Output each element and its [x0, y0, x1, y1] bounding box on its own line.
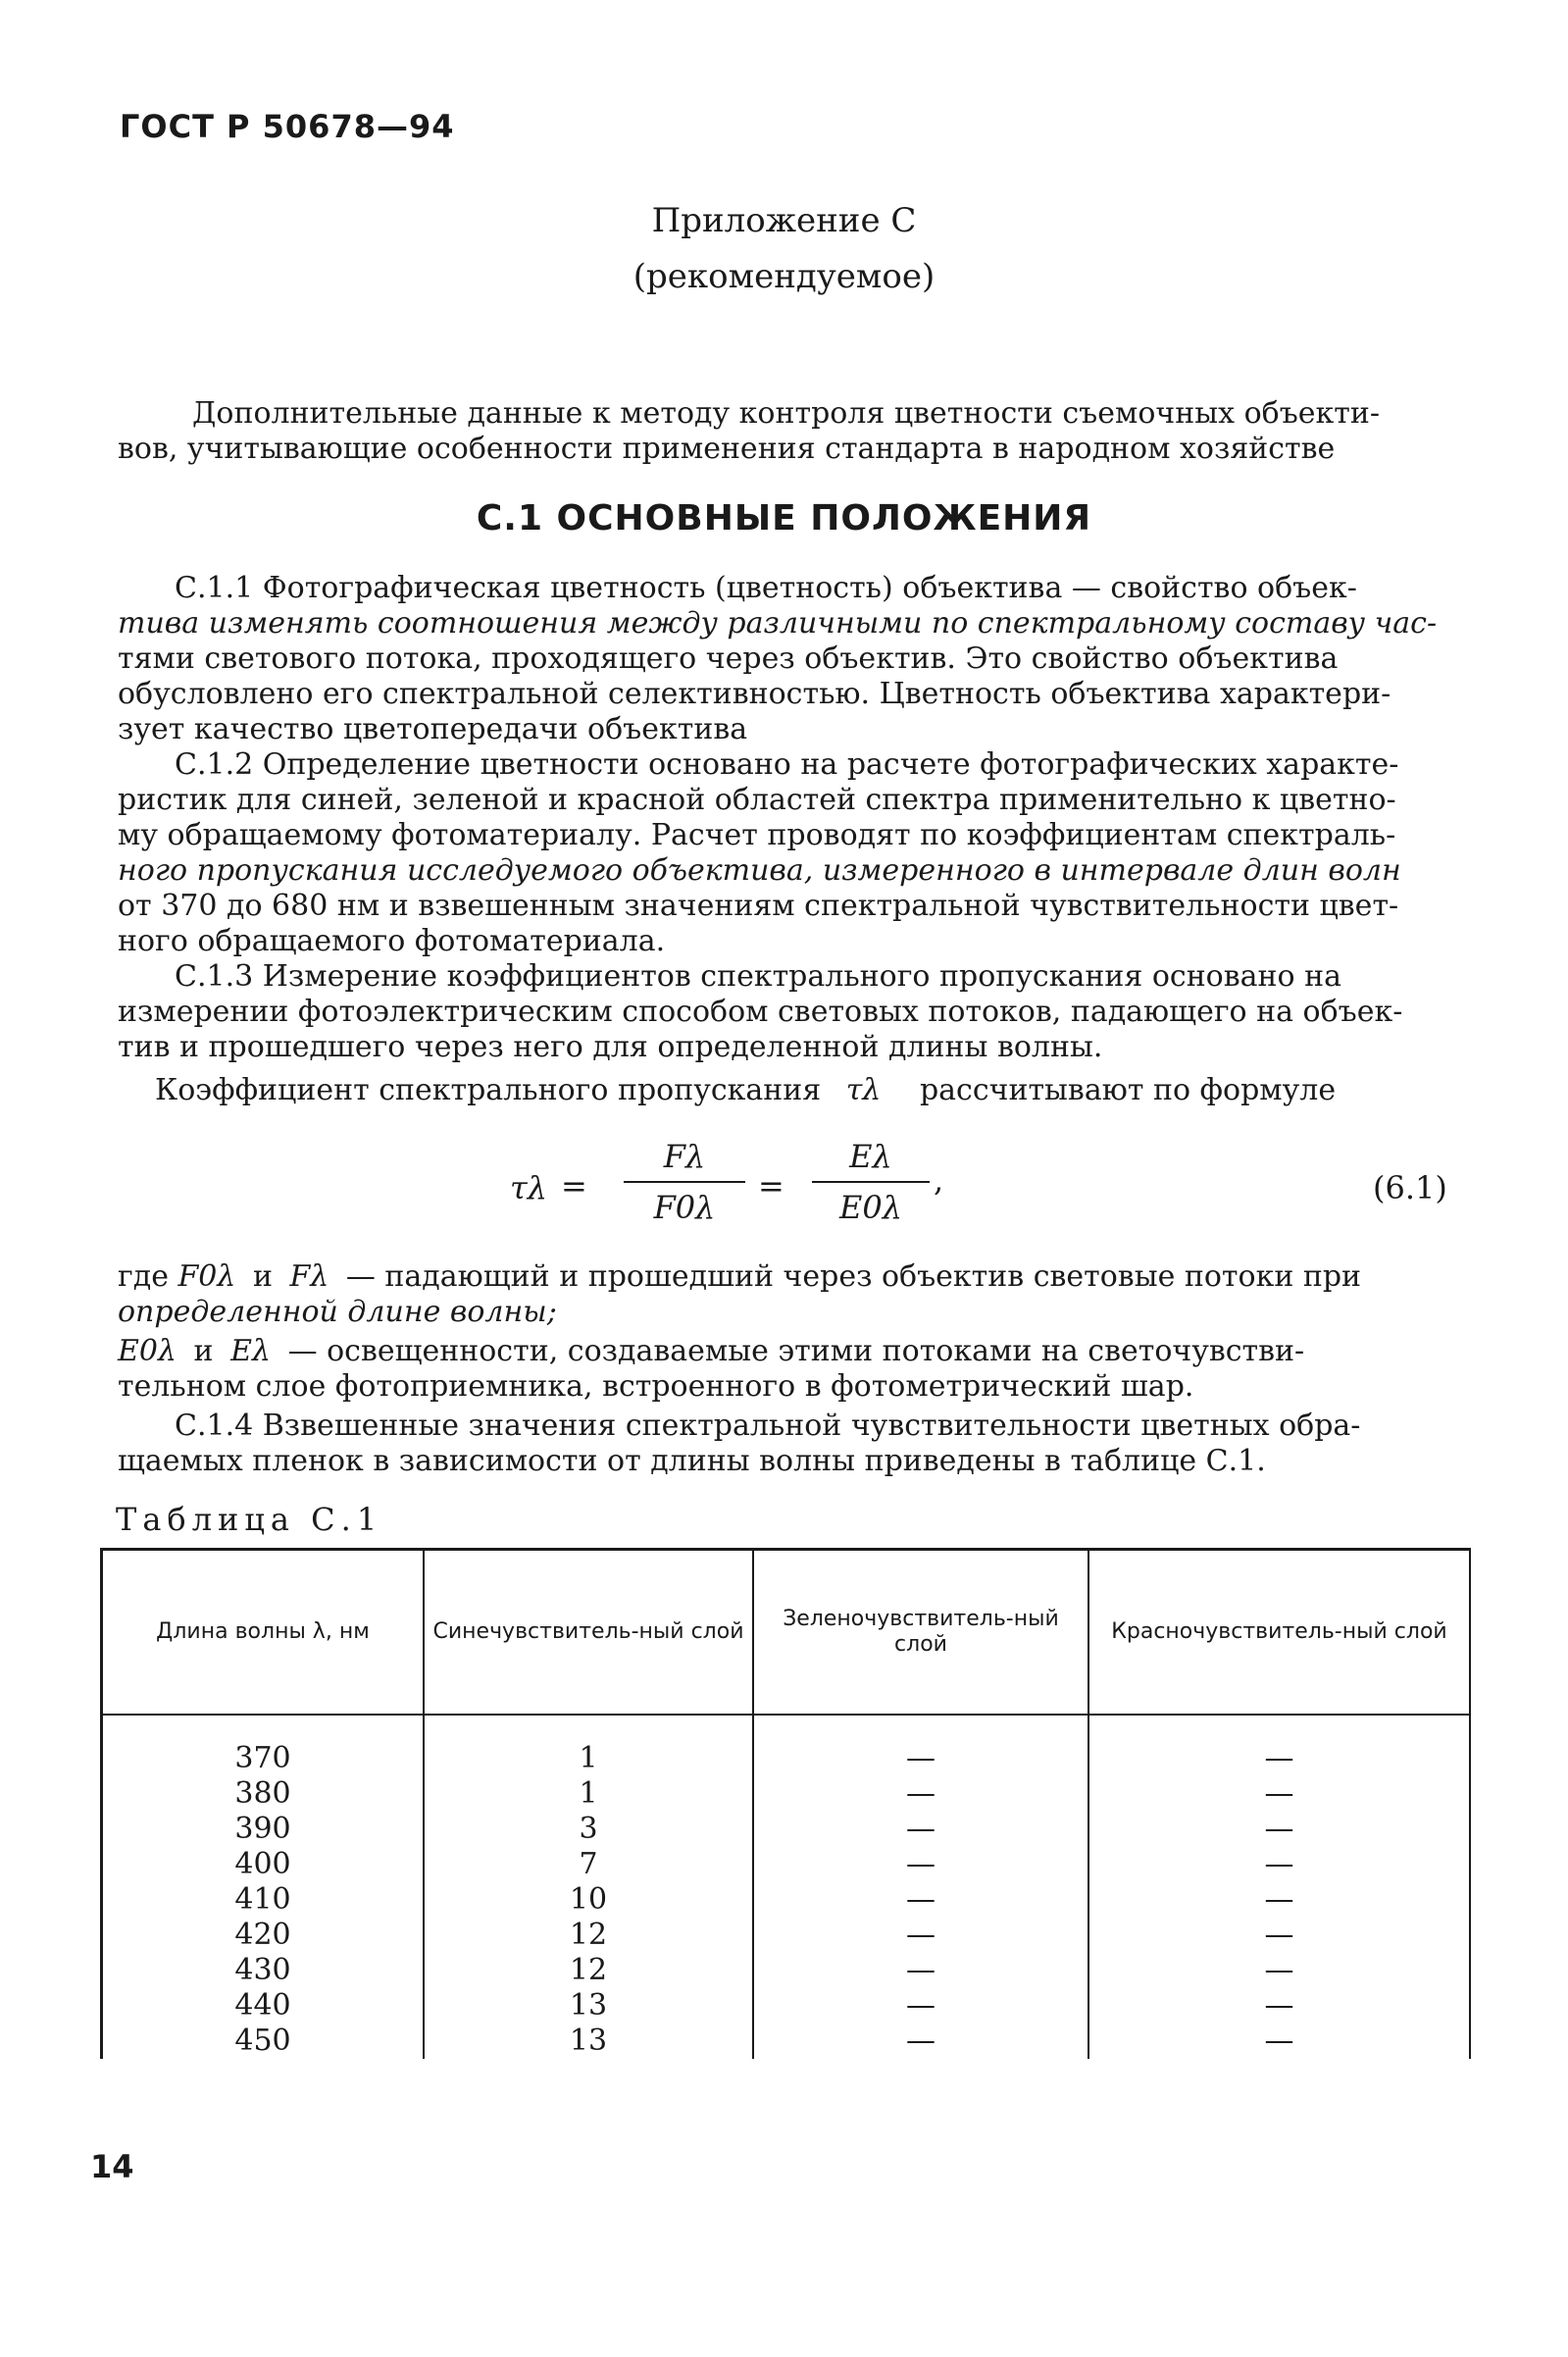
body-line: С.1.1 Фотографическая цветность (цветность) объектива — свойство объек- [175, 571, 1357, 605]
body-line: С.1.2 Определение цветности основано на расчете фотографических характе- [175, 747, 1399, 782]
appendix-status: (рекомендуемое) [632, 257, 936, 296]
where-line: тельном слое фотоприемника, встроенного в фотометрический шар. [118, 1369, 1194, 1404]
cell-red: — [1088, 1812, 1470, 1847]
formula-equals: = [561, 1167, 587, 1204]
symbol-e: Eλ [230, 1334, 272, 1368]
conjunction: и [193, 1334, 214, 1368]
document-header: ГОСТ Р 50678—94 [120, 108, 455, 145]
body-line: зует качество цветопередачи объектива [118, 712, 748, 746]
symbol-e0: E0λ [118, 1334, 177, 1368]
where-text: — освещенности, создаваемые этими потоками на светочувстви- [287, 1334, 1305, 1368]
cell-red: — [1088, 1918, 1470, 1953]
table-row [102, 1953, 1471, 1988]
where-line: определенной длине волны; [118, 1295, 557, 1329]
body-line: ного обращаемого фотоматериала. [118, 924, 666, 958]
cell-green: — [753, 1847, 1088, 1882]
cell-wavelength: 380 [102, 1776, 425, 1812]
cell-blue: 1 [424, 1715, 753, 1776]
header-red-layer: Красночувствитель-ный слой [1088, 1550, 1470, 1716]
cell-blue: 10 [424, 1882, 753, 1918]
table-header-row [102, 1550, 1471, 1716]
cell-blue: 13 [424, 1988, 753, 2024]
cell-blue: 7 [424, 1847, 753, 1882]
cell-red: — [1088, 1953, 1470, 1988]
cell-blue: 13 [424, 2024, 753, 2059]
formula-comma: , [934, 1161, 944, 1199]
where-line [118, 1334, 1451, 1369]
cell-red: — [1088, 1776, 1470, 1812]
header-blue-layer: Синечувствитель-ный слой [424, 1550, 753, 1716]
body-line: тив и прошедшего через него для определенной длины волны. [118, 1030, 1103, 1064]
cell-wavelength: 440 [102, 1988, 425, 2024]
table-row [102, 1882, 1471, 1918]
cell-wavelength: 450 [102, 2024, 425, 2059]
cell-red: — [1088, 1988, 1470, 2024]
cell-wavelength: 390 [102, 1812, 425, 1847]
cell-blue: 12 [424, 1953, 753, 1988]
body-line: С.1.4 Взвешенные значения спектральной чувствительности цветных обра- [175, 1409, 1361, 1443]
body-line: ристик для синей, зеленой и красной областей спектра применительно к цветно- [118, 783, 1396, 817]
symbol-f: Fλ [289, 1259, 329, 1294]
intro-line: вов, учитывающие особенности применения стандарта в народном хозяйстве [118, 432, 1336, 466]
fraction-numerator: Eλ [849, 1138, 892, 1175]
sensitivity-table [100, 1548, 1471, 2059]
formula-intro-before: Коэффициент спектрального пропускания [155, 1073, 822, 1107]
appendix-title: Приложение С [651, 201, 917, 240]
formula-intro-after: рассчитывают по формуле [919, 1073, 1337, 1107]
formula-intro [155, 1073, 1489, 1108]
where-line: где F0λ и Fλ — падающий и прошедший через объектив световые потоки при [118, 1259, 1362, 1294]
fraction-denominator: F0λ [653, 1189, 716, 1226]
fraction-bar [624, 1181, 745, 1183]
body-line: му обращаемому фотоматериалу. Расчет проводят по коэффициентам спектраль- [118, 818, 1396, 852]
symbol-f0: F0λ [177, 1259, 236, 1294]
header-green-layer: Зеленочувствитель-ный слой [753, 1550, 1088, 1716]
cell-green: — [753, 1715, 1088, 1776]
cell-red: — [1088, 2024, 1470, 2059]
header-wavelength: Длина волны λ, нм [102, 1550, 425, 1716]
cell-wavelength: 410 [102, 1882, 425, 1918]
cell-blue: 3 [424, 1812, 753, 1847]
fraction-flux [635, 1138, 733, 1226]
table-row [102, 1812, 1471, 1847]
body-line: от 370 до 680 нм и взвешенным значениям спектральной чувствительности цвет- [118, 889, 1399, 923]
body-line: тями светового потока, проходящего через объектив. Это свойство объектива [118, 641, 1339, 676]
intro-line: Дополнительные данные к методу контроля цветности съемочных объекти- [192, 396, 1381, 431]
tau-symbol: τλ [845, 1073, 882, 1107]
formula-number: (6.1) [1373, 1169, 1447, 1206]
cell-blue: 1 [424, 1776, 753, 1812]
fraction-bar [812, 1181, 930, 1183]
cell-wavelength: 400 [102, 1847, 425, 1882]
cell-red: — [1088, 1847, 1470, 1882]
body-line: С.1.3 Измерение коэффициентов спектрального пропускания основано на [175, 959, 1341, 994]
cell-green: — [753, 1918, 1088, 1953]
fraction-denominator: E0λ [839, 1189, 902, 1226]
table-row [102, 1847, 1471, 1882]
table-row [102, 1715, 1471, 1776]
table-row [102, 2024, 1471, 2059]
formula [510, 1138, 1020, 1246]
cell-green: — [753, 1812, 1088, 1847]
page-number: 14 [90, 2148, 134, 2185]
table-row [102, 1988, 1471, 2024]
body-line: ного пропускания исследуемого объектива, измеренного в интервале длин волн [118, 853, 1401, 888]
body-line: щаемых пленок в зависимости от длины волны приведены в таблице С.1. [118, 1444, 1266, 1478]
body-line: измерении фотоэлектрическим способом световых потоков, падающего на объек- [118, 995, 1403, 1029]
cell-blue: 12 [424, 1918, 753, 1953]
cell-green: — [753, 1988, 1088, 2024]
cell-green: — [753, 1882, 1088, 1918]
where-text: — падающий и прошедший через объектив световые потоки при [345, 1259, 1362, 1294]
body-line: обусловлено его спектральной селективностью. Цветность объектива характери- [118, 677, 1391, 711]
table-caption: Таблица С.1 [116, 1501, 383, 1538]
cell-red: — [1088, 1882, 1470, 1918]
formula-lhs: τλ [510, 1169, 547, 1206]
fraction-illuminance [822, 1138, 920, 1226]
cell-green: — [753, 2024, 1088, 2059]
conjunction: и [252, 1259, 273, 1294]
cell-green: — [753, 1776, 1088, 1812]
body-line: тива изменять соотношения между различными по спектральному составу час- [118, 606, 1438, 640]
cell-green: — [753, 1953, 1088, 1988]
cell-wavelength: 370 [102, 1715, 425, 1776]
cell-wavelength: 430 [102, 1953, 425, 1988]
table-row [102, 1776, 1471, 1812]
section-title: С.1 ОСНОВНЫЕ ПОЛОЖЕНИЯ [476, 498, 1092, 538]
cell-wavelength: 420 [102, 1918, 425, 1953]
fraction-numerator: Fλ [663, 1138, 706, 1175]
table-row [102, 1918, 1471, 1953]
formula-equals: = [758, 1167, 784, 1204]
cell-red: — [1088, 1715, 1470, 1776]
